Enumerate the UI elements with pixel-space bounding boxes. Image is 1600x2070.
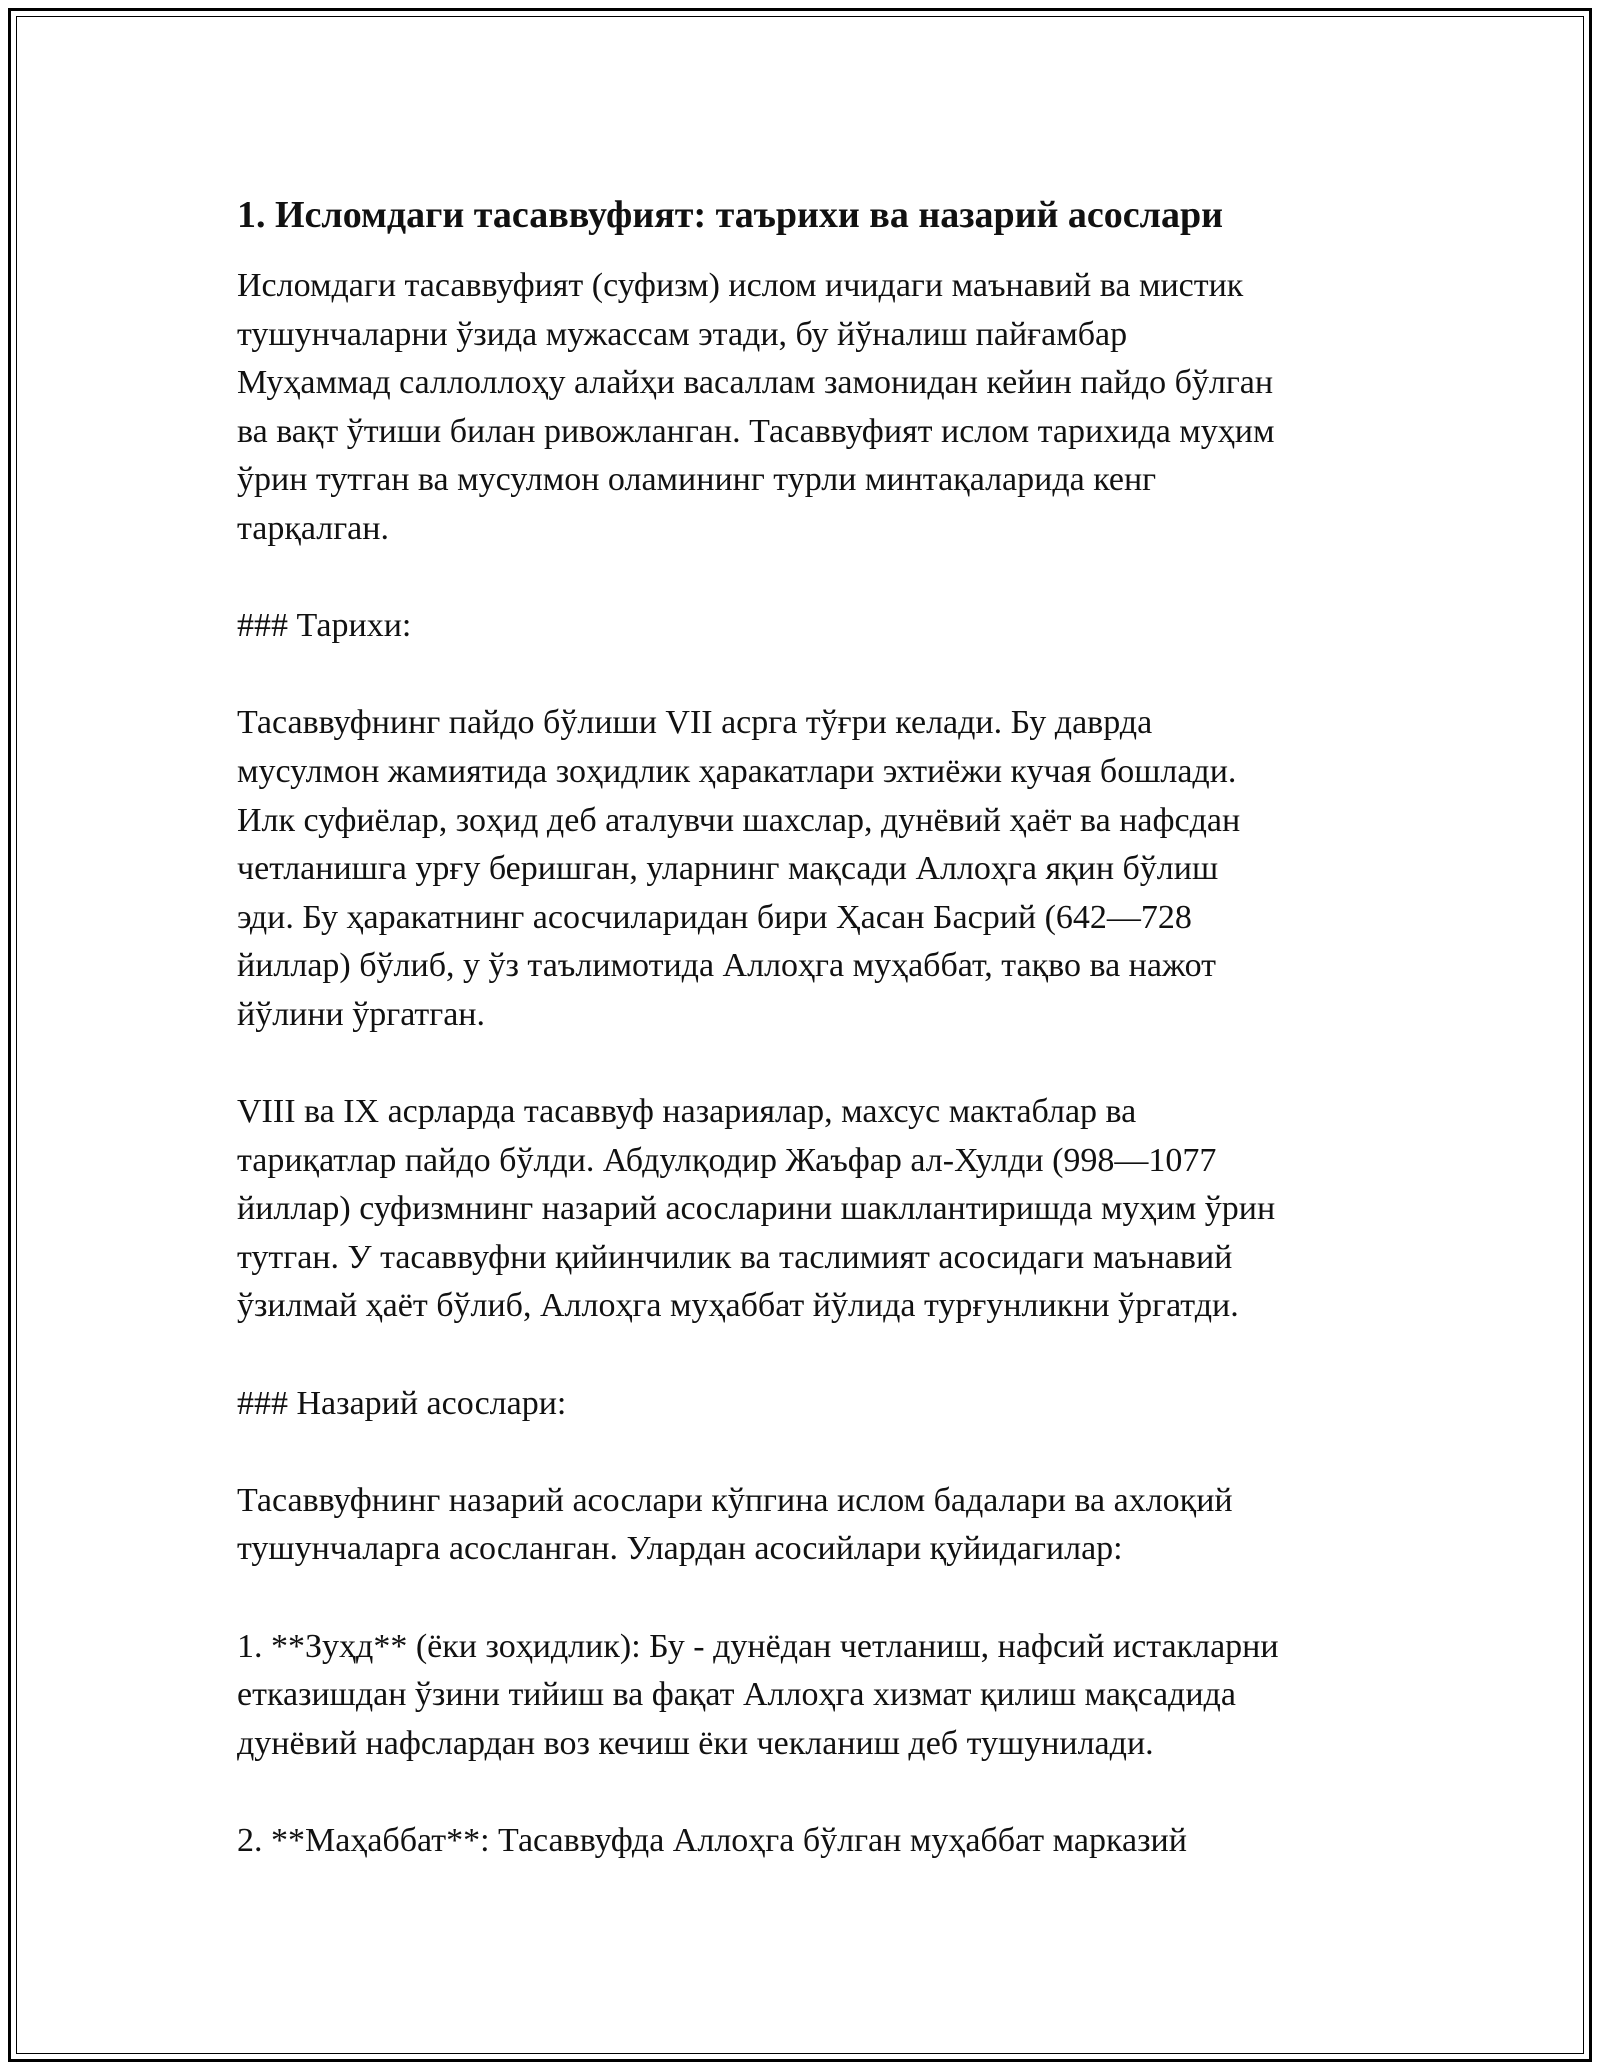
history-heading: ### Тарихи: (237, 607, 412, 645)
document-body (237, 190, 1377, 1866)
document-title: 1. Исломдаги тасаввуфият: таърихи ва назарий асослари (237, 194, 1223, 236)
theory-intro-paragraph: Тасаввуфнинг назарий асослари кўпгина ислом бадалари ва ахлоқий тушунчаларга асосланган. Улардан асосийлари қуйидагилар: (237, 1481, 1233, 1568)
intro-paragraph: Исломдаги тасаввуфият (суфизм) ислом ичидаги маънавий ва мистик тушунчаларни ўзида мужассам этади, бу йўналиш пайғамбар Муҳаммад саллоллоҳу алайҳи васаллам замонидан кейин пайдо бўлган ва вақт ўтиши билан ривожланган. Тасаввуфият ислом тарихида муҳим ўрин тутган ва мусулмон оламининг турли минтақаларида кенг тарқалган. (237, 267, 1275, 547)
history-paragraph-2: VIII ва IX асрларда тасаввуф назариялар, махсус мактаблар ва тариқатлар пайдо бўлди. Абдулқодир Жаъфар ал-Хулди (998—1077 йиллар) суфизмнинг назарий асосларини шакллантиришда муҳим ўрин тутган. У тасаввуфни қийинчилик ва таслимият асосидаги маънавий ўзилмай ҳаёт бўлиб, Аллоҳга муҳаббат йўлида турғунликни ўргатди. (237, 1093, 1276, 1325)
list-item-zuhd: 1. **Зуҳд** (ёки зоҳидлик): Бу - дунёдан четланиш, нафсий истакларни етказишдан ўзини тийиш ва фақат Аллоҳга хизмат қилиш мақсадида дунёвий нафслардан воз кечиш ёки чекланиш деб тушунилади. (237, 1627, 1279, 1762)
theory-heading: ### Назарий асослари: (237, 1384, 567, 1422)
list-item-mahabbat: 2. **Маҳаббат**: Тасаввуфда Аллоҳга бўлган муҳаббат марказий (237, 1822, 1187, 1859)
history-paragraph-1: Тасаввуфнинг пайдо бўлиши VII асрга тўғри келади. Бу даврда мусулмон жамиятида зоҳидлик ҳаракатлари эхтиёжи кучая бошлади. Илк суфиёлар, зоҳид деб аталувчи шахслар, дунёвий ҳаёт ва нафсдан четланишга урғу беришган, уларнинг мақсади Аллоҳга яқин бўлиш эди. Бу ҳаракатнинг асосчиларидан бири Ҳасан Басрий (642—728 йиллар) бўлиб, у ўз таълимотида Аллоҳга муҳаббат, тақво ва нажот йўлини ўргатган. (237, 704, 1241, 1033)
